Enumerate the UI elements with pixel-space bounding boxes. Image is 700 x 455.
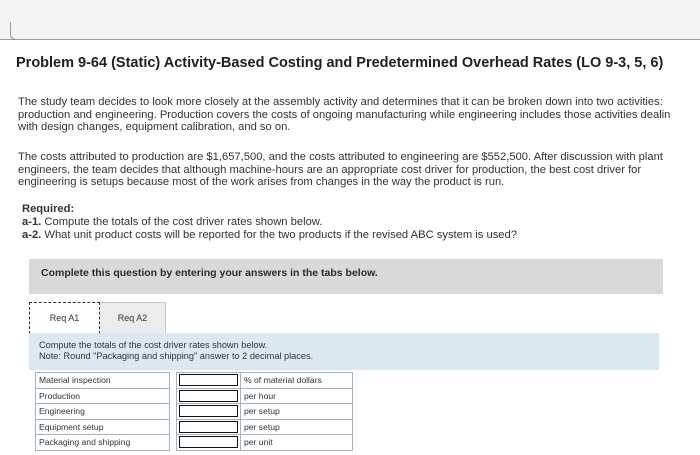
unit-label: per hour <box>241 388 353 404</box>
paragraph-line: production and engineering. Production covers the costs of ongoing manufacturing while engineering includes those activities dealin <box>18 108 671 121</box>
required-item-number: a-1. <box>22 215 42 228</box>
table-row <box>36 388 353 404</box>
table-row <box>36 404 353 420</box>
required-item-text: What unit product costs will be reported for the two products if the revised ABC system is used? <box>41 228 517 241</box>
required-section <box>22 203 517 241</box>
paragraph-line: engineering is setups because most of the work arises from changes in the way the product is run. <box>18 176 505 189</box>
tab-req-a1[interactable]: Req A1 <box>29 302 100 334</box>
unit-label: per unit <box>241 435 353 451</box>
table-row <box>36 435 353 451</box>
paragraph-line: The study team decides to look more closely at the assembly activity and determines that it can be broken down into two activities: <box>18 96 663 108</box>
unit-label: % of material dollars <box>241 373 353 389</box>
tab-req-a2[interactable]: Req A2 <box>100 302 166 334</box>
required-item-number: a-2. <box>22 228 42 241</box>
rate-input-production[interactable] <box>179 390 238 402</box>
activity-label: Equipment setup <box>36 419 170 435</box>
cost-driver-rate-table <box>35 372 353 451</box>
cost-paragraph <box>18 151 700 189</box>
complete-banner-text: Complete this question by entering your answers in the tabs below. <box>41 267 378 279</box>
problem-title: Problem 9-64 (Static) Activity-Based Costing and Predetermined Overhead Rates (LO 9-3, 5, 6) <box>16 55 664 71</box>
top-bar <box>0 0 700 40</box>
instructions-box <box>29 333 659 370</box>
rate-input-engineering[interactable] <box>179 405 238 417</box>
panel-corner <box>10 22 22 40</box>
required-item <box>22 229 517 242</box>
activity-label: Material inspection <box>36 373 170 389</box>
rounding-note: Note: Round "Packaging and shipping" answer to 2 decimal places. <box>39 351 314 361</box>
required-item <box>22 216 517 229</box>
activity-label: Production <box>36 388 170 404</box>
table-row <box>36 419 353 435</box>
activity-label: Engineering <box>36 404 170 420</box>
intro-paragraph <box>18 96 700 134</box>
table-row <box>36 373 353 389</box>
paragraph-line: engineers, the team decides that although machine-hours are an appropriate cost driver for production, the best cost driver for <box>18 163 642 176</box>
instruction-line: Compute the totals of the cost driver rates shown below. <box>39 340 268 350</box>
required-item-text: Compute the totals of the cost driver rates shown below. <box>41 215 323 228</box>
complete-banner <box>29 259 663 294</box>
activity-label: Packaging and shipping <box>36 435 170 451</box>
unit-label: per setup <box>241 404 353 420</box>
paragraph-line: The costs attributed to production are $1,657,500, and the costs attributed to engineering are $552,500. After discussion with plant <box>18 151 663 163</box>
required-label: Required: <box>22 203 75 215</box>
unit-label: per setup <box>241 419 353 435</box>
rate-input-material-inspection[interactable] <box>179 374 238 386</box>
paragraph-line: with design changes, equipment calibration, and so on. <box>18 121 291 134</box>
rate-input-equipment-setup[interactable] <box>179 421 238 433</box>
rate-input-packaging-shipping[interactable] <box>179 436 238 448</box>
